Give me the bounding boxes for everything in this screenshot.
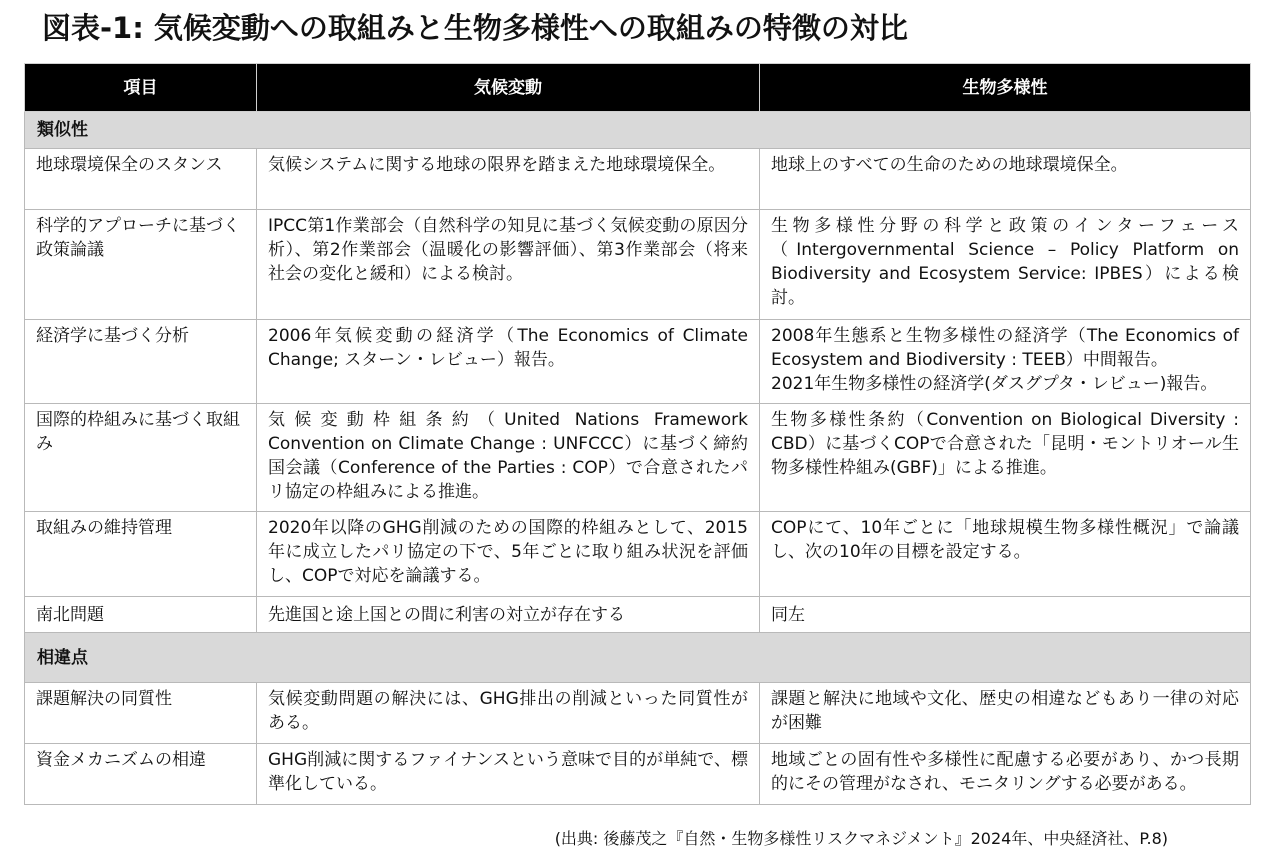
section-similarity (25, 112, 1251, 149)
section-label: 類似性 (25, 112, 1251, 149)
section-difference (25, 633, 1251, 683)
row-item: 国際的枠組みに基づく取組み (25, 404, 257, 512)
header-biodiversity: 生物多様性 (760, 64, 1251, 112)
row-climate: 2006年気候変動の経済学（The Economics of Climate Change; スターン・レビュー）報告。 (257, 320, 760, 404)
page-title: 図表-1: 気候変動への取組みと生物多様性への取組みの特徴の対比 (42, 11, 908, 45)
row-biodiversity: COPにて、10年ごとに「地球規模生物多様性概況」で論議し、次の10年の目標を設定する。 (760, 512, 1251, 597)
header-item: 項目 (25, 64, 257, 112)
row-item: 資金メカニズムの相違 (25, 744, 257, 805)
table-header-row (25, 64, 1251, 112)
row-climate: GHG削減に関するファイナンスという意味で目的が単純で、標準化している。 (257, 744, 760, 805)
table-row (25, 597, 1251, 633)
row-climate: 気候変動枠組条約（United Nations Framework Convention on Climate Change : UNFCCC）に基づく締約国会議（Conference of the Parties : COP）で合意されたパリ協定の枠組みによる推進。 (257, 404, 760, 512)
row-biodiversity: 同左 (760, 597, 1251, 633)
row-item: 科学的アプローチに基づく政策論議 (25, 210, 257, 320)
row-biodiversity: 生物多様性分野の科学と政策のインターフェース（Intergovernmental Science – Policy Platform on Biodiversity and Ecosystem Service: IPBES）による検討。 (760, 210, 1251, 320)
comparison-table (24, 63, 1251, 805)
table-row (25, 404, 1251, 512)
row-climate: IPCC第1作業部会（自然科学の知見に基づく気候変動の原因分析）、第2作業部会（温暖化の影響評価）、第3作業部会（将来社会の変化と緩和）による検討。 (257, 210, 760, 320)
row-item: 地球環境保全のスタンス (25, 149, 257, 210)
row-climate: 2020年以降のGHG削減のための国際的枠組みとして、2015年に成立したパリ協定の下で、5年ごとに取り組み状況を評価し、COPで対応を論議する。 (257, 512, 760, 597)
section-label: 相違点 (25, 633, 1251, 683)
table-row (25, 210, 1251, 320)
table-row (25, 683, 1251, 744)
row-biodiversity: 生物多様性条約（Convention on Biological Diversity : CBD）に基づくCOPで合意された「昆明・モントリオール生物多様性枠組み(GBF)」による推進。 (760, 404, 1251, 512)
row-item: 南北問題 (25, 597, 257, 633)
row-climate: 気候システムに関する地球の限界を踏まえた地球環境保全。 (257, 149, 760, 210)
row-item: 課題解決の同質性 (25, 683, 257, 744)
table-row (25, 320, 1251, 404)
row-climate: 先進国と途上国との間に利害の対立が存在する (257, 597, 760, 633)
table-row (25, 149, 1251, 210)
table-row (25, 512, 1251, 597)
header-climate-change: 気候変動 (257, 64, 760, 112)
row-biodiversity: 課題と解決に地域や文化、歴史の相違などもあり一律の対応が困難 (760, 683, 1251, 744)
row-biodiversity: 2008年生態系と生物多様性の経済学（The Economics of Ecosystem and Biodiversity : TEEB）中間報告。 2021年生物多様性の経済学(ダスグプタ・レビュー)報告。 (760, 320, 1251, 404)
table-row (25, 744, 1251, 805)
row-item: 取組みの維持管理 (25, 512, 257, 597)
row-biodiversity: 地球上のすべての生命のための地球環境保全。 (760, 149, 1251, 210)
row-item: 経済学に基づく分析 (25, 320, 257, 404)
source-citation: (出典: 後藤茂之『自然・生物多様性リスクマネジメント』2024年、中央経済社、P.8) (554, 829, 1168, 848)
row-climate: 気候変動問題の解決には、GHG排出の削減といった同質性がある。 (257, 683, 760, 744)
row-biodiversity: 地域ごとの固有性や多様性に配慮する必要があり、かつ長期的にその管理がなされ、モニタリングする必要がある。 (760, 744, 1251, 805)
